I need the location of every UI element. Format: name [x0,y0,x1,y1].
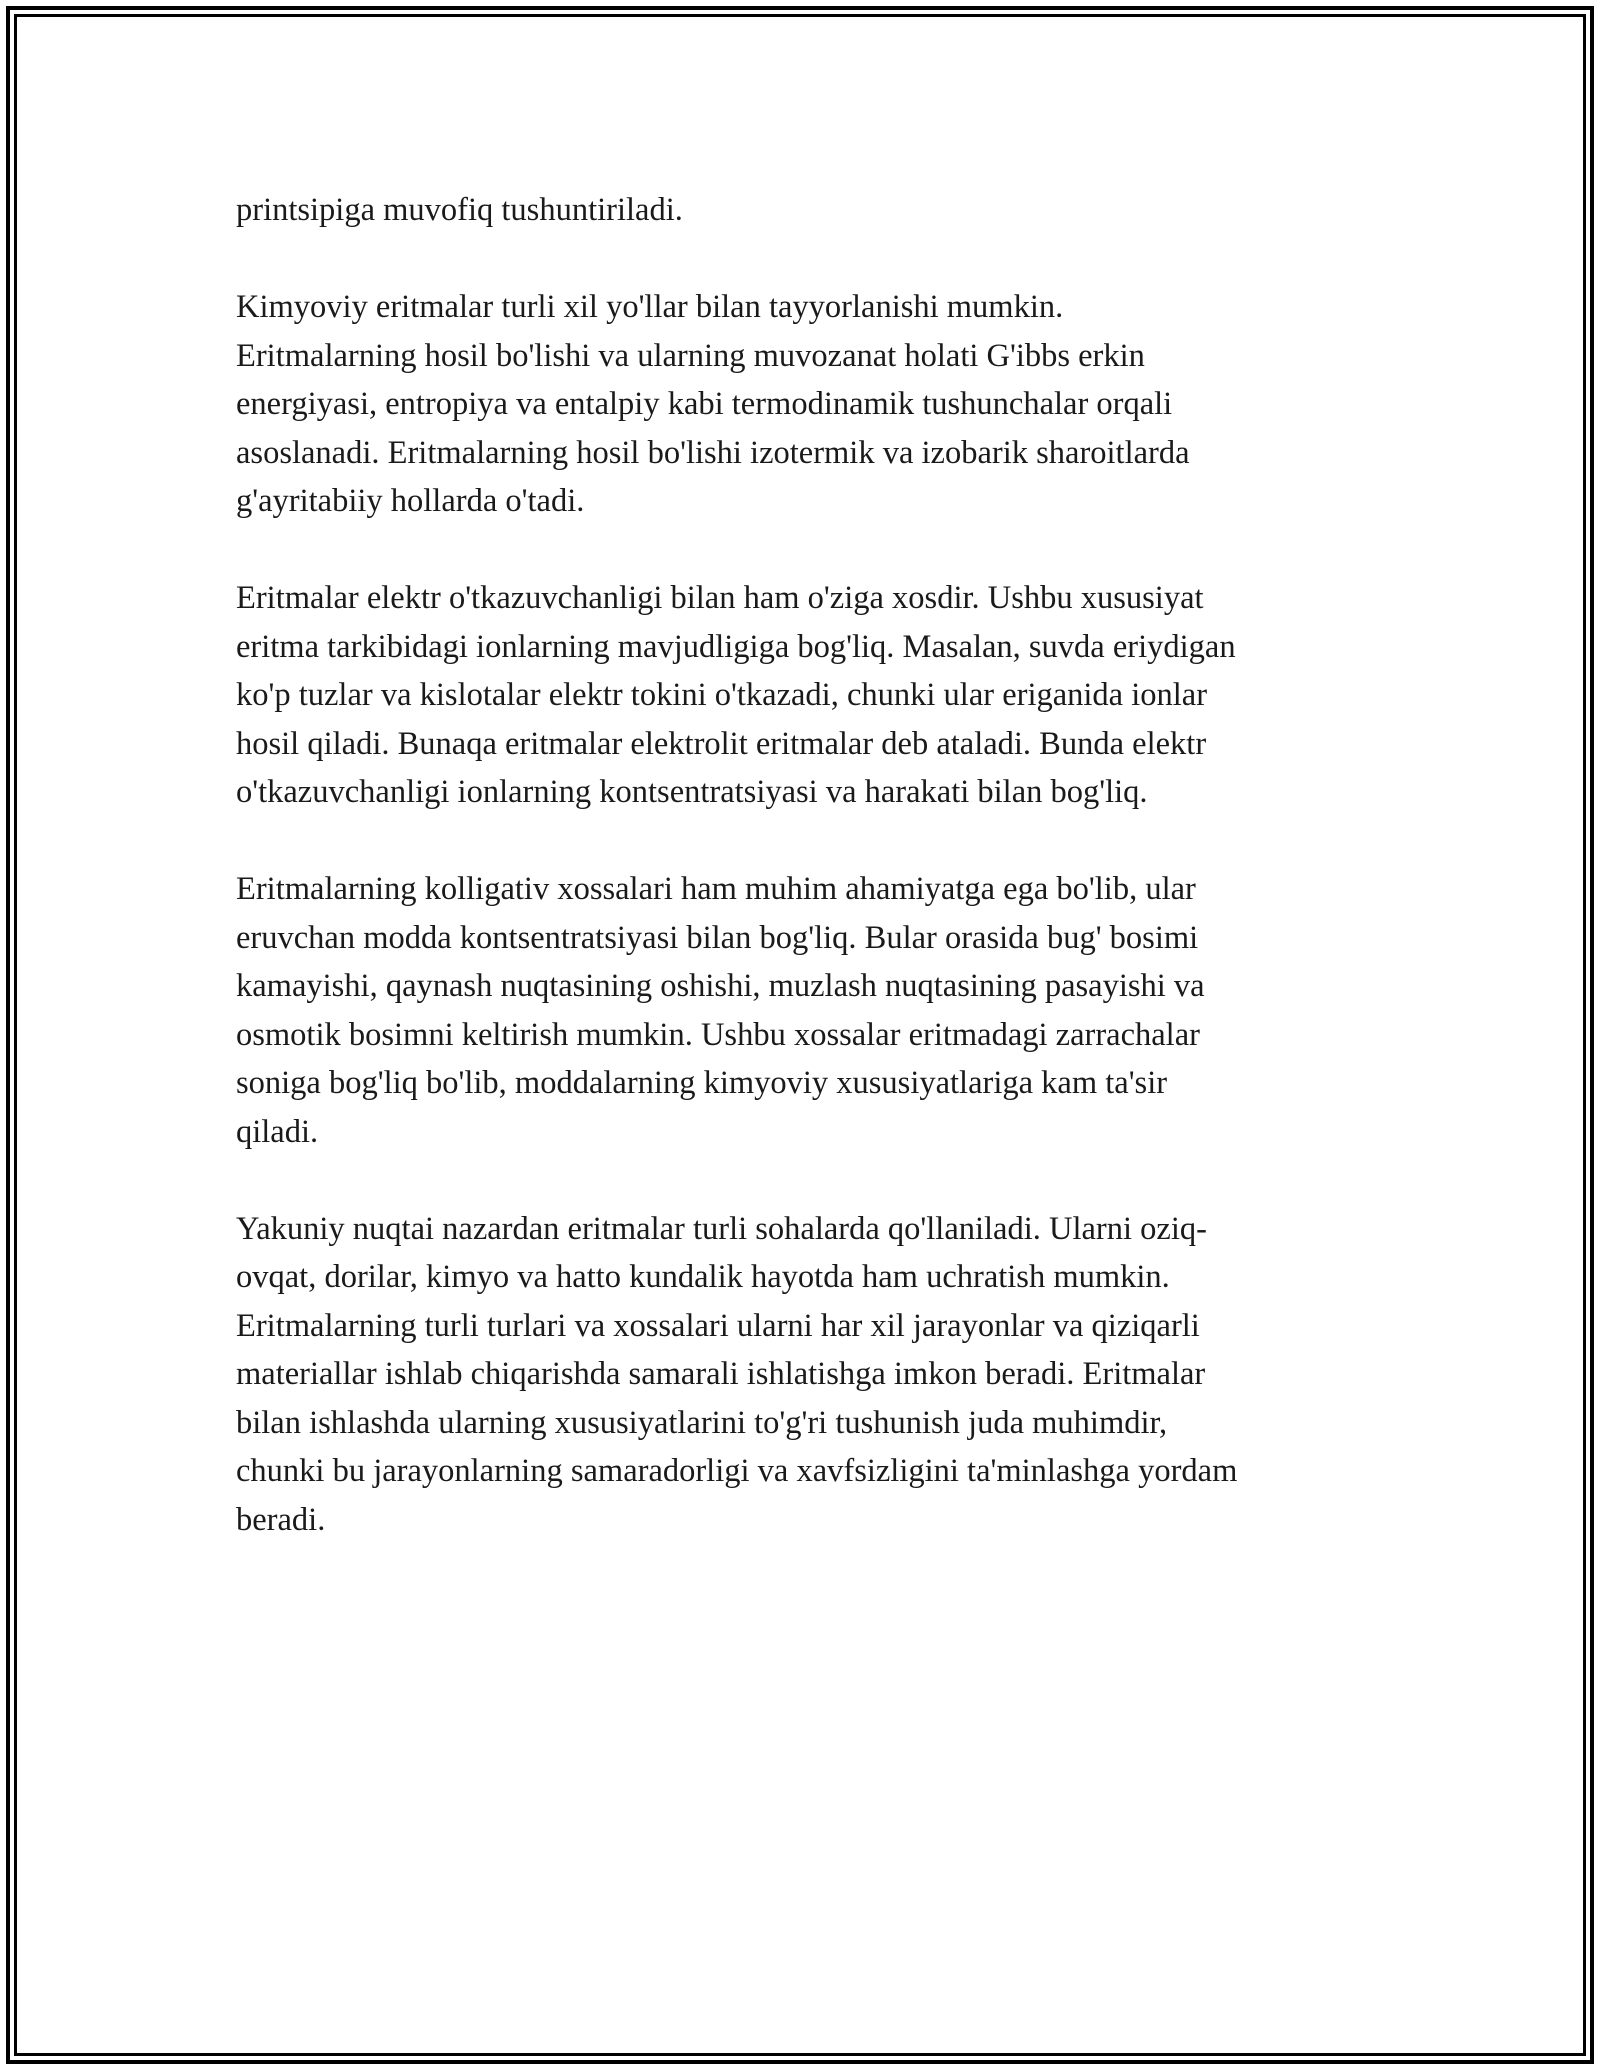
text-line: Eritmalarning hosil bo'lishi va ularning muvozanat holati G'ibbs erkin [236,337,1145,374]
text-line: ovqat, dorilar, kimyo va hatto kundalik hayotda ham uchratish mumkin. [236,1259,1170,1295]
paragraph-2 [236,283,1386,526]
text-line: Eritmalar elektr o'tkazuvchanligi bilan ham o'ziga xosdir. Ushbu xususiyat [236,580,1204,616]
paragraph-5 [236,1205,1386,1545]
text-line: ko'p tuzlar va kislotalar elektr tokini o'tkazadi, chunki ular eriganida ionlar [236,677,1208,713]
text-line: qiladi. [236,1113,319,1150]
text-line: eritma tarkibidagi ionlarning mavjudligiga bog'liq. Masalan, suvda eriydigan [236,628,1236,665]
text-line: Kimyoviy eritmalar turli xil yo'llar bilan tayyorlanishi mumkin. [236,289,1064,325]
text-line: g'ayritabiiy hollarda o'tadi. [236,483,585,519]
text-line: energiyasi, entropiya va entalpiy kabi termodinamik tushunchalar orqali [236,386,1173,422]
text-line: printsipiga muvofiq tushuntiriladi. [236,192,683,228]
text-line: Eritmalarning kolligativ xossalari ham muhim ahamiyatga ega bo'lib, ular [236,871,1196,907]
text-line: soniga bog'liq bo'lib, moddalarning kimyoviy xususiyatlariga kam ta'sir [236,1065,1168,1101]
text-line: materiallar ishlab chiqarishda samarali ishlatishga imkon beradi. Eritmalar [236,1356,1206,1392]
text-line: asoslanadi. Eritmalarning hosil bo'lishi izotermik va izobarik sharoitlarda [236,434,1190,471]
text-line: chunki bu jarayonlarning samaradorligi va xavfsizligini ta'minlashga yordam [236,1453,1238,1489]
paragraph-4 [236,865,1386,1156]
paragraph-1 [236,186,1386,235]
text-line: eruvchan modda kontsentratsiyasi bilan bog'liq. Bular orasida bug' bosimi [236,919,1199,956]
text-line: o'tkazuvchanligi ionlarning kontsentratsiyasi va harakati bilan bog'liq. [236,774,1148,810]
text-line: osmotik bosimni keltirish mumkin. Ushbu xossalar eritmadagi zarrachalar [236,1016,1200,1053]
text-line: kamayishi, qaynash nuqtasining oshishi, muzlash nuqtasining pasayishi va [236,968,1205,1004]
text-line: Yakuniy nuqtai nazardan eritmalar turli sohalarda qo'llaniladi. Ularni oziq- [236,1210,1207,1247]
text-line: bilan ishlashda ularning xususiyatlarini to'g'ri tushunish juda muhimdir, [236,1404,1168,1441]
paragraph-3 [236,574,1386,817]
text-line: hosil qiladi. Bunaqa eritmalar elektrolit eritmalar deb ataladi. Bunda elektr [236,725,1207,762]
document-body [236,186,1386,1593]
text-line: Eritmalarning turli turlari va xossalari ularni har xil jarayonlar va qiziqarli [236,1307,1200,1344]
text-line: beradi. [236,1501,326,1538]
